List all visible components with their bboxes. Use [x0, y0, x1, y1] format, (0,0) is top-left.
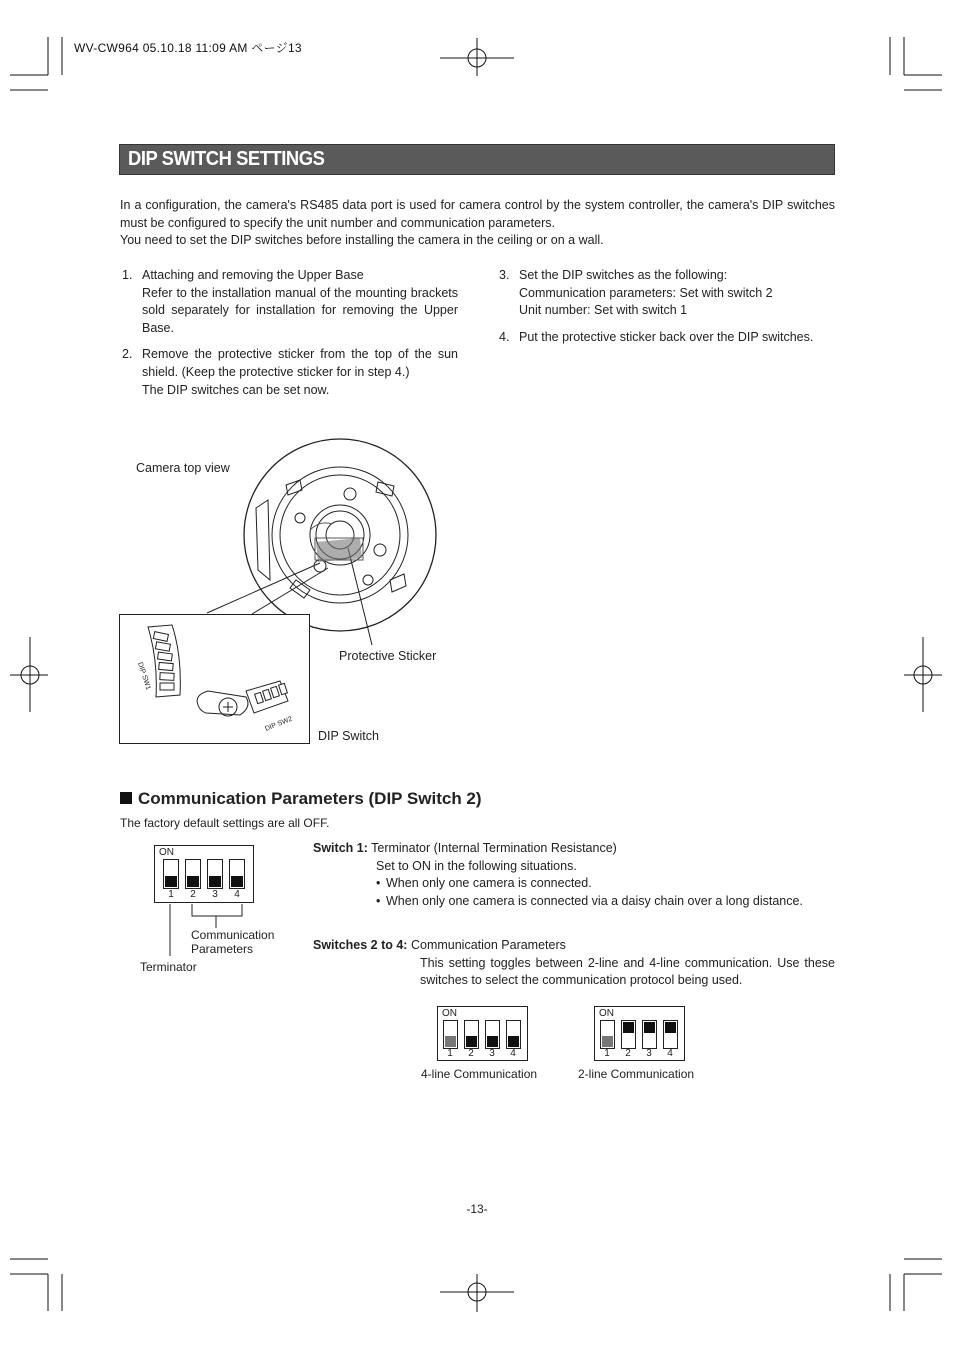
switch1-bullet — [313, 875, 835, 893]
factory-default-note: The factory default settings are all OFF. — [120, 816, 330, 830]
dip-knob — [165, 876, 177, 887]
switch1-bullet-text: When only one camera is connected. — [386, 876, 592, 891]
print-header: WV-CW964 05.10.18 11:09 AM ページ13 — [74, 41, 302, 55]
dip-number: 1 — [447, 1048, 453, 1059]
dip-number: 1 — [168, 889, 174, 900]
step-number: 4. — [499, 329, 510, 344]
step-item — [122, 267, 458, 337]
dip-knob — [231, 876, 243, 887]
dip-slot-2 — [621, 1020, 636, 1049]
dip-on-label: ON — [159, 847, 174, 858]
switch24-description — [313, 937, 835, 990]
four-line-caption: 4-line Communication — [421, 1067, 538, 1081]
dip-number: 3 — [489, 1048, 495, 1059]
dip-sw2-label: DIP SW2 — [264, 715, 294, 733]
step-text: Remove the protective sticker from the top of the sun shield. (Keep the protective sticker for in step 4.) — [142, 347, 458, 379]
switch1-bullet — [313, 893, 835, 911]
dip-knob — [487, 1036, 498, 1047]
dip-knob — [209, 876, 221, 887]
switch1-label: Switch 1: — [313, 841, 368, 855]
dip-switch-four-line — [437, 1006, 528, 1061]
dip-switch-detail-inset — [119, 614, 310, 744]
dip-slot-1 — [443, 1020, 458, 1049]
steps-right — [499, 267, 835, 355]
step-text: Refer to the installation manual of the mounting brackets sold separately for installation for removing the Upper Base. — [142, 285, 458, 335]
dip-knob — [665, 1022, 676, 1033]
dip-slot-1 — [600, 1020, 615, 1049]
section-title: DIP SWITCH SETTINGS — [128, 148, 325, 170]
dip-switch-detail-drawing — [120, 615, 309, 743]
dip-on-label: ON — [599, 1008, 614, 1019]
step-text: Set the DIP switches as the following: — [519, 268, 728, 282]
dip-knob — [466, 1036, 477, 1047]
step-item — [499, 329, 835, 347]
switch1-description — [313, 840, 835, 910]
comm-params-label: Communication Parameters — [191, 928, 275, 956]
two-line-caption: 2-line Communication — [578, 1067, 695, 1081]
page-number: -13- — [466, 1202, 488, 1216]
dip-number: 2 — [190, 889, 196, 900]
step-number: 1. — [122, 268, 133, 282]
switch1-bullet-text: When only one camera is connected via a daisy chain over a long distance. — [386, 893, 803, 908]
dip-number: 3 — [212, 889, 218, 900]
dip-number: 4 — [667, 1048, 673, 1059]
dip-knob — [602, 1036, 613, 1047]
square-bullet-icon — [120, 792, 132, 804]
dip-slot-3 — [485, 1020, 500, 1049]
camera-top-view-label: Camera top view — [136, 461, 230, 475]
dip-knob — [623, 1022, 634, 1033]
step-number: 2. — [122, 347, 133, 362]
step-item — [122, 346, 458, 399]
step-text: Communication parameters: Set with switch 2 — [519, 285, 773, 300]
dip-slot-3 — [207, 859, 223, 889]
comm-params-heading-text: Communication Parameters (DIP Switch 2) — [138, 789, 482, 808]
bullet-icon: • — [376, 893, 381, 908]
dip-number: 2 — [468, 1048, 474, 1059]
dip-number: 4 — [234, 889, 240, 900]
switch24-title: Communication Parameters — [410, 938, 566, 952]
step-number: 3. — [499, 268, 510, 282]
dip-slot-4 — [229, 859, 245, 889]
dip-slot-2 — [464, 1020, 479, 1049]
step-text: The DIP switches can be set now. — [142, 382, 330, 397]
intro-paragraph: In a configuration, the camera's RS485 data port is used for camera control by the system controller, the camera's DIP switches must be configured to specify the unit number and communication parameters. — [120, 198, 835, 230]
step-text: Unit number: Set with switch 1 — [519, 303, 688, 318]
dip-switch-two-line — [594, 1006, 685, 1061]
dip-knob — [187, 876, 199, 887]
dip-switch-default — [154, 845, 254, 903]
step-item — [499, 267, 835, 320]
steps-left — [122, 267, 458, 408]
dip-on-label: ON — [442, 1008, 457, 1019]
dip-slot-4 — [663, 1020, 678, 1049]
dip-number: 2 — [625, 1048, 631, 1059]
bullet-icon: • — [376, 876, 381, 891]
dip-number: 4 — [510, 1048, 516, 1059]
dip-knob — [508, 1036, 519, 1047]
intro-paragraph: You need to set the DIP switches before installing the camera in the ceiling or on a wall. — [120, 233, 604, 248]
switch24-desc: This setting toggles between 2-line and 4-line communication. Use these switches to select the communication protocol being used. — [420, 955, 835, 988]
switch24-label: Switches 2 to 4: — [313, 938, 408, 952]
dip-sw1-label: DIP SW1 — [136, 661, 152, 691]
dip-number: 3 — [646, 1048, 652, 1059]
intro-text — [120, 197, 835, 250]
switch1-title: Terminator (Internal Termination Resistance) — [371, 841, 617, 855]
terminator-label: Terminator — [140, 960, 197, 974]
dip-knob — [445, 1036, 456, 1047]
dip-number: 1 — [604, 1048, 610, 1059]
switch1-intro: Set to ON in the following situations. — [376, 858, 577, 873]
step-text: Attaching and removing the Upper Base — [142, 268, 364, 282]
comm-params-heading — [120, 789, 482, 809]
dip-slot-4 — [506, 1020, 521, 1049]
dip-slot-1 — [163, 859, 179, 889]
dip-slot-3 — [642, 1020, 657, 1049]
step-text: Put the protective sticker back over the DIP switches. — [519, 329, 814, 344]
dip-slot-2 — [185, 859, 201, 889]
dip-switch-label: DIP Switch — [318, 729, 379, 743]
protective-sticker-label: Protective Sticker — [339, 649, 437, 663]
section-title-bar — [119, 144, 835, 175]
dip-knob — [644, 1022, 655, 1033]
